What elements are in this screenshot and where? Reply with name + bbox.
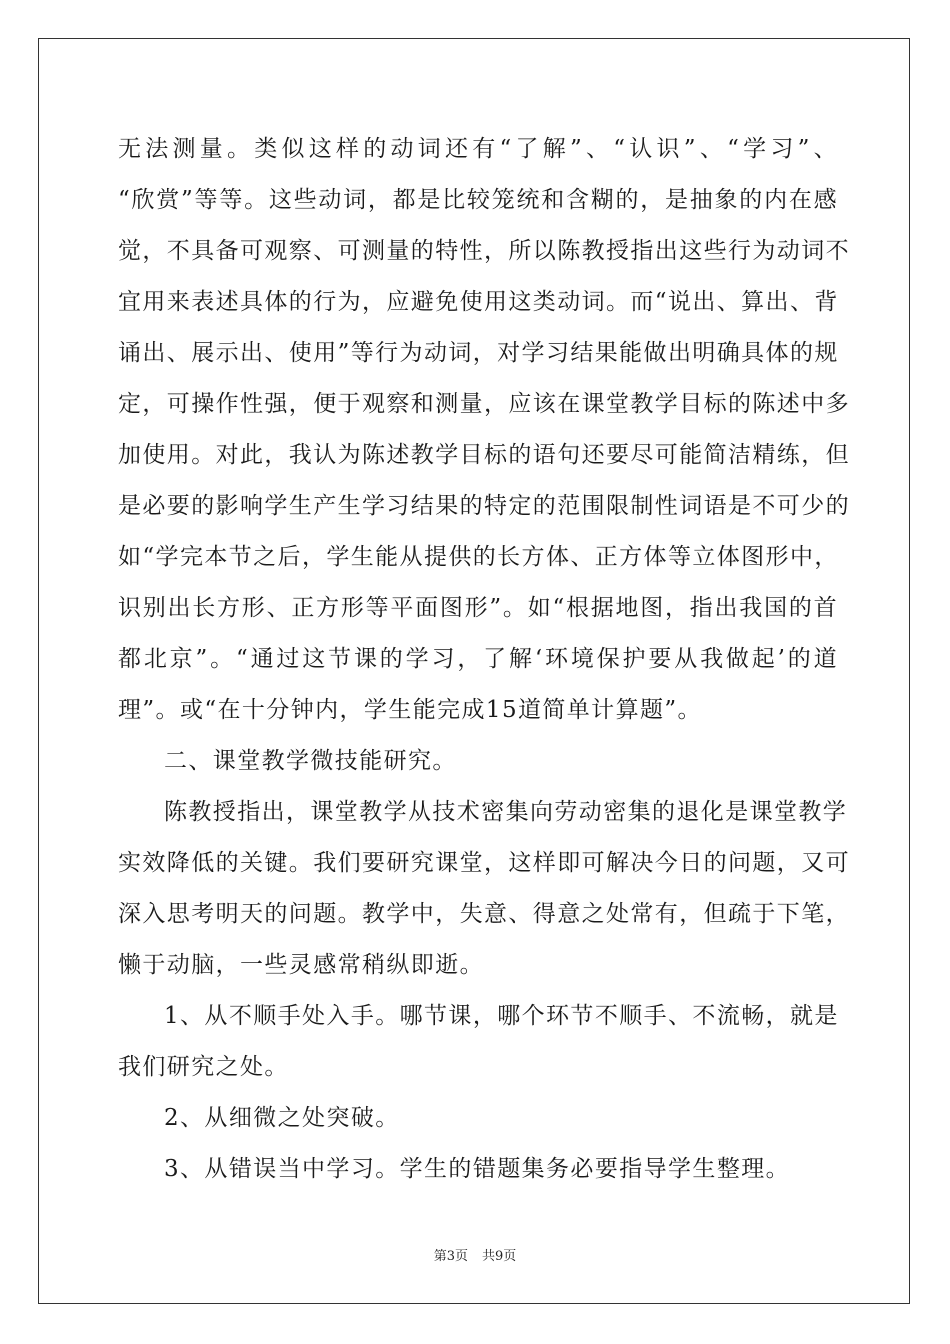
list-item: 2、从细微之处突破。: [164, 1105, 400, 1131]
text-line: 觉，不具备可观察、可测量的特性，所以陈教授指出这些行为动词不: [118, 238, 850, 264]
text-line: 都北京”。“通过这节课的学习，了解‘环境保护要从我做起’的道: [118, 646, 838, 672]
page-total: 共9页: [482, 1249, 517, 1264]
text-line: 我们研究之处。: [118, 1054, 289, 1080]
text-line: 定，可操作性强，便于观察和测量，应该在课堂教学目标的陈述中多: [118, 391, 850, 417]
section-heading: 二、课堂教学微技能研究。: [164, 748, 457, 774]
text-line: 陈教授指出，课堂教学从技术密集向劳动密集的退化是课堂教学: [164, 799, 848, 825]
text-line: 宜用来表述具体的行为，应避免使用这类动词。而“说出、算出、背: [118, 289, 839, 315]
text-line: 如“学完本节之后，学生能从提供的长方体、正方体等立体图形中，: [118, 544, 839, 570]
text-line: 识别出长方形、正方形等平面图形”。如“根据地图，指出我国的首: [118, 595, 838, 621]
list-item: 1、从不顺手处入手。哪节课，哪个环节不顺手、不流畅，就是: [164, 1003, 839, 1029]
text-line: “欣赏”等等。这些动词，都是比较笼统和含糊的，是抽象的内在感: [118, 187, 838, 213]
text-line: 深入思考明天的问题。教学中，失意、得意之处常有，但疏于下笔，: [118, 901, 850, 927]
text-line: 诵出、展示出、使用”等行为动词，对学习结果能做出明确具体的规: [118, 340, 839, 366]
text-line: 加使用。对此，我认为陈述教学目标的语句还要尽可能简洁精练，但: [118, 442, 850, 468]
text-line: 实效降低的关键。我们要研究课堂，这样即可解决今日的问题，又可: [118, 850, 850, 876]
text-line: 无法测量。类似这样的动词还有“了解”、“认识”、“学习”、: [118, 136, 838, 162]
text-line: 理”。或“在十分钟内，学生能完成15道简单计算题”。: [118, 697, 702, 723]
list-item: 3、从错误当中学习。学生的错题集务必要指导学生整理。: [164, 1156, 791, 1182]
page-footer: [0, 1245, 950, 1264]
page-number: 第3页: [433, 1249, 468, 1264]
text-line: 是必要的影响学生产生学习结果的特定的范围限制性词语是不可少的: [118, 493, 850, 519]
text-line: 懒于动脑，一些灵感常稍纵即逝。: [118, 952, 484, 978]
document-body: [118, 124, 850, 1195]
